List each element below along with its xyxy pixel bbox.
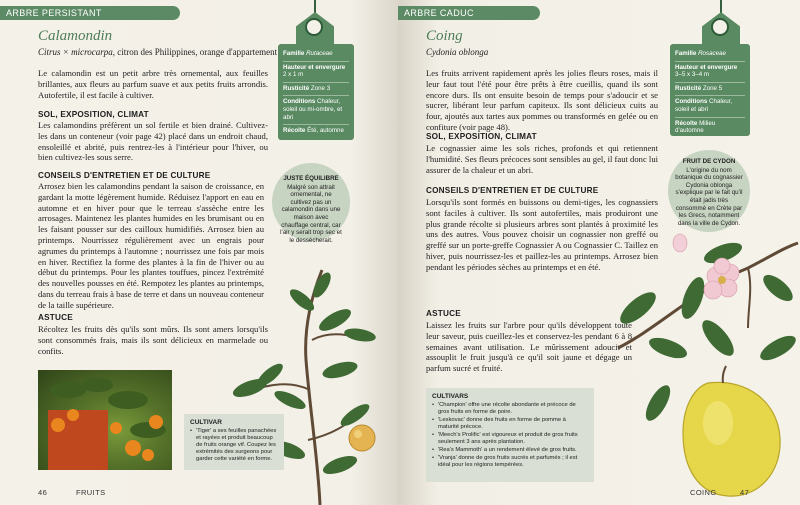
cultivar-box [184, 414, 284, 470]
quince-illustration [598, 228, 800, 505]
page-number: 47 [740, 488, 750, 497]
tag-hole [711, 18, 729, 36]
photo-content [38, 370, 172, 470]
section-text: Récoltez les fruits dès qu'ils sont mûrs. Ils sont amers lorsqu'ils sont consommés frais, mais ils sont délicieux en marmelade ou confits. [38, 324, 268, 356]
tag-row: Récolte Été, automne [283, 127, 344, 135]
section-heading: SOL, EXPOSITION, CLIMAT [426, 132, 537, 141]
intro-text: Les fruits arrivent rapidement après les jolies fleurs roses, mais il leur faut tout l'été pour être prêts à être cueillis, quand ils sont encore durs. Ils ont ensuite besoin de temps pour s'adoucir et se sucrer, libérant leur parfum capiteux. Ils sont délicieux cuits au four, ajoutés aux tartes aux pommes ou transformés en gelée ou en confiture (voir page 48). [426, 68, 658, 132]
cultivar-item: • 'Tiger' a ses feuilles panachées et rayées et produit beaucoup de fruits orange vif. Coupez les extrémités des surgeons pour garder cette variété en forme. [190, 428, 278, 463]
tag-row: Hauteur et envergure 2 x 1 m [283, 62, 349, 83]
cultivar-item: • 'Vranja' donne de gros fruits sucrés et parfumés ; il est idéal pour les régions tempérées. [432, 455, 588, 469]
page-number: 46 [38, 488, 48, 497]
footer-section: COING [690, 488, 717, 497]
tag-string [720, 0, 722, 14]
page-title: Coing [426, 28, 463, 44]
section-heading: CONSEILS D'ENTRETIEN ET DE CULTURE [38, 171, 211, 180]
category-band: ARBRE CADUC [398, 6, 540, 20]
tag-string [314, 0, 316, 14]
tag-row: Conditions Chaleur, soleil et abri [675, 96, 745, 117]
cultivar-item: • 'Leskovac' donne des fruits en forme de pomme à maturité précoce. [432, 417, 588, 431]
section-text: Laissez les fruits sur l'arbre pour qu'ils développent toute leur saveur, puis cueillez-les et conservez-les pendant 6 à 8 semaines avant utilisation. Le mûrissement adoucit et assouplit le fruit jusqu'à ce qu'il soit jaune et dégage un parfum sucré et fruité. [426, 320, 632, 374]
tag-row: Famille Rutaceae [283, 48, 349, 62]
right-page [398, 0, 800, 505]
section-heading: ASTUCE [38, 313, 73, 322]
callout-circle: JUSTE ÉQUILIBRE Malgré son attrait ornemental, ne cultivez pas un calamondin dans une maison avec chauffage central, car l'air y serait trop sec et le dessècherait. [272, 163, 350, 241]
tag-row: Hauteur et envergure 3–5 x 3–4 m [675, 62, 745, 83]
section-text: Les calamondins préfèrent un sol fertile et bien drainé. Cultivez-les dans un conteneur (voir page 42) placé dans un endroit chaud, ensoleillé et abrité, puis rentrez-les à l'intérieur pour l'hiver, ou bien cultivez-les sous serre. [38, 120, 268, 163]
cultivar-box [426, 388, 594, 482]
cultivar-item: • 'Rea's Mammoth' a un rendement élevé de gros fruits. [432, 447, 588, 454]
tag-hole [305, 18, 323, 36]
cultivar-title: CULTIVAR [190, 419, 222, 426]
info-tag [278, 44, 354, 140]
section-text: Lorsqu'ils sont formés en buissons ou demi-tiges, les cognassiers sont faciles à cultiver. Ils sont autofertiles, mais produiront une plus grande récolte si plusieurs arbres sont plantés à proximité les uns des autres. Vous pouvez choisir un cognassier non greffé ou greffé sur un porte-greffe Cognassier A ou Cognassier C. Taillez en hiver, puis nourrissez-les et paillez-les au printemps. Arrosez bien pendant les périodes sèches au printemps et en été. [426, 197, 658, 272]
footer-section: FRUITS [76, 488, 106, 497]
section-heading: CONSEILS D'ENTRETIEN ET DE CULTURE [426, 186, 599, 195]
tag-row: Famille Rosaceae [675, 48, 745, 62]
cultivar-title: CULTIVARS [432, 393, 469, 400]
page-title: Calamondin [38, 28, 113, 44]
intro-text: Le calamondin est un petit arbre très ornemental, aux feuilles brillantes, aux fleurs au parfum suave et aux petits fruits arrondis. Autofertile, il est facile à cultiver. [38, 68, 268, 100]
section-heading: ASTUCE [426, 309, 461, 318]
left-page [0, 0, 398, 505]
info-tag [670, 44, 750, 136]
tag-row: Rusticité Zone 5 [675, 83, 745, 97]
cultivar-item: • 'Meech's Prolific' est vigoureux et produit de gros fruits seulement 3 ans après plantation. [432, 432, 588, 446]
cultivar-item: • 'Champion' offre une récolte abondante et précoce de gros fruits en forme de poire. [432, 402, 588, 416]
tag-row: Rusticité Zone 3 [283, 83, 349, 97]
calamondin-photo [38, 370, 172, 470]
latin-name: Cydonia oblonga [426, 47, 489, 57]
tag-row: Conditions Chaleur, soleil ou mi-ombre, et abri [283, 96, 349, 125]
category-band: ARBRE PERSISTANT [0, 6, 180, 20]
section-text: Le cognassier aime les sols riches, profonds et qui retiennent l'humidité. Ses fleurs précoces sont sensibles au gel, il faut donc lui assurer de la chaleur et un abri. [426, 143, 658, 175]
tag-row: Récolte Milieu d'automne [675, 119, 716, 135]
section-heading: SOL, EXPOSITION, CLIMAT [38, 110, 149, 119]
callout-circle: FRUIT DE CYDON L'origine du nom botanique du cognassier Cydonia oblonga s'explique par le fait qu'il était jadis très consommé en Crète par les Grecs, notamment dans la ville de Cydon. [668, 150, 750, 232]
latin-name: Citrus × microcarpa, citron des Philippines, orange d'appartement [38, 47, 278, 57]
section-text: Arrosez bien les calamondins pendant la saison de croissance, en gardant la motte légèrement humide. Réduisez l'apport en eau en automne et en hiver pour que le terreau s'assèche entre les arrosages. Maintenez les plantes humides en les brumisant ou en les faisant pousser sur des cailloux humidifiés. Arrosez bien au printemps. Nourrissez régulièrement avec un engrais pour agrumes du printemps à l'automne ; nourrissez une fois par mois en hiver. Rectifiez la forme des plantes à la fin de l'hiver ou au début du printemps. Pour les plantes touffues, pincez l'extrémité des nouvelles pousses en été. Rempotez les plantes au printemps, dans du terreau frais à base de terre et dans un nouveau conteneur de la taille supérieure. [38, 181, 264, 310]
